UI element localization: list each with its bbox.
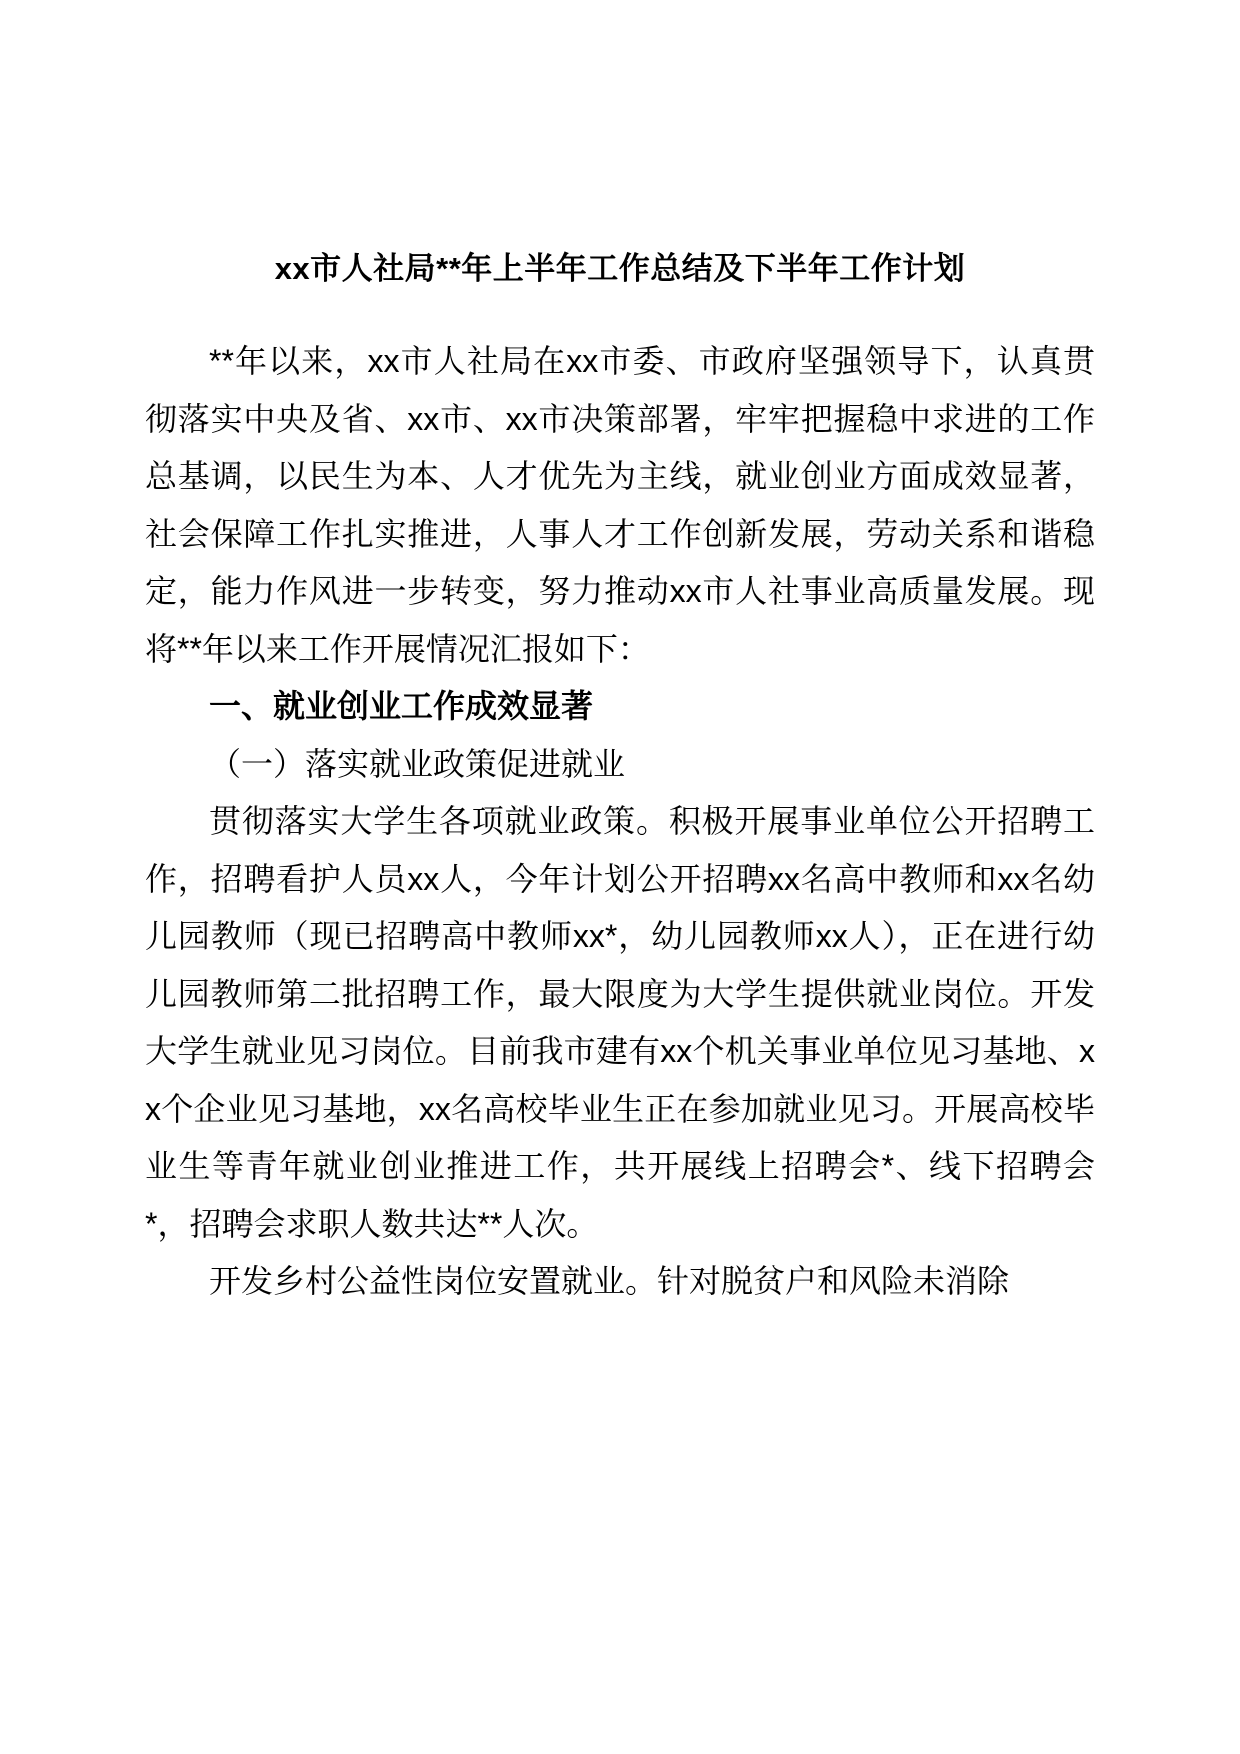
paragraph-body: 贯彻落实大学生各项就业政策。积极开展事业单位公开招聘工作，招聘看护人员xx人，今年计划公开招聘xx名高中教师和xx名幼儿园教师（现已招聘高中教师xx*，幼儿园教师xx人），正在进行幼儿园教师第二批招聘工作，最大限度为大学生提供就业岗位。开发大学生就业见习岗位。目前我市建有xx个机关事业单位见习基地、xx个企业见习基地，xx名高校毕业生正在参加就业见习。开展高校毕业生等青年就业创业推进工作，共开展线上招聘会*、线下招聘会*，招聘会求职人数共达**人次。 — [145, 803, 1095, 1242]
section-heading: 一、就业创业工作成效显著 — [209, 688, 594, 724]
subsection-heading: （一）落实就业政策促进就业 — [209, 745, 626, 782]
document-title-text: xx市人社局**年上半年工作总结及下半年工作计划 — [274, 251, 966, 286]
document-title — [145, 240, 1095, 297]
paragraph-intro: **年以来，xx市人社局在xx市委、市政府坚强领导下，认真贯彻落实中央及省、xx市、xx市决策部署，牢牢把握稳中求进的工作总基调，以民生为本、人才优先为主线，就业创业方面成效显著，社会保障工作扎实推进，人事人才工作创新发展，劳动关系和谐稳定，能力作风进一步转变，努力推动xx市人社事业高质量发展。现将**年以来工作开展情况汇报如下： — [145, 343, 1095, 667]
paragraph-body: 开发乡村公益性岗位安置就业。针对脱贫户和风险未消除 — [209, 1263, 1010, 1299]
